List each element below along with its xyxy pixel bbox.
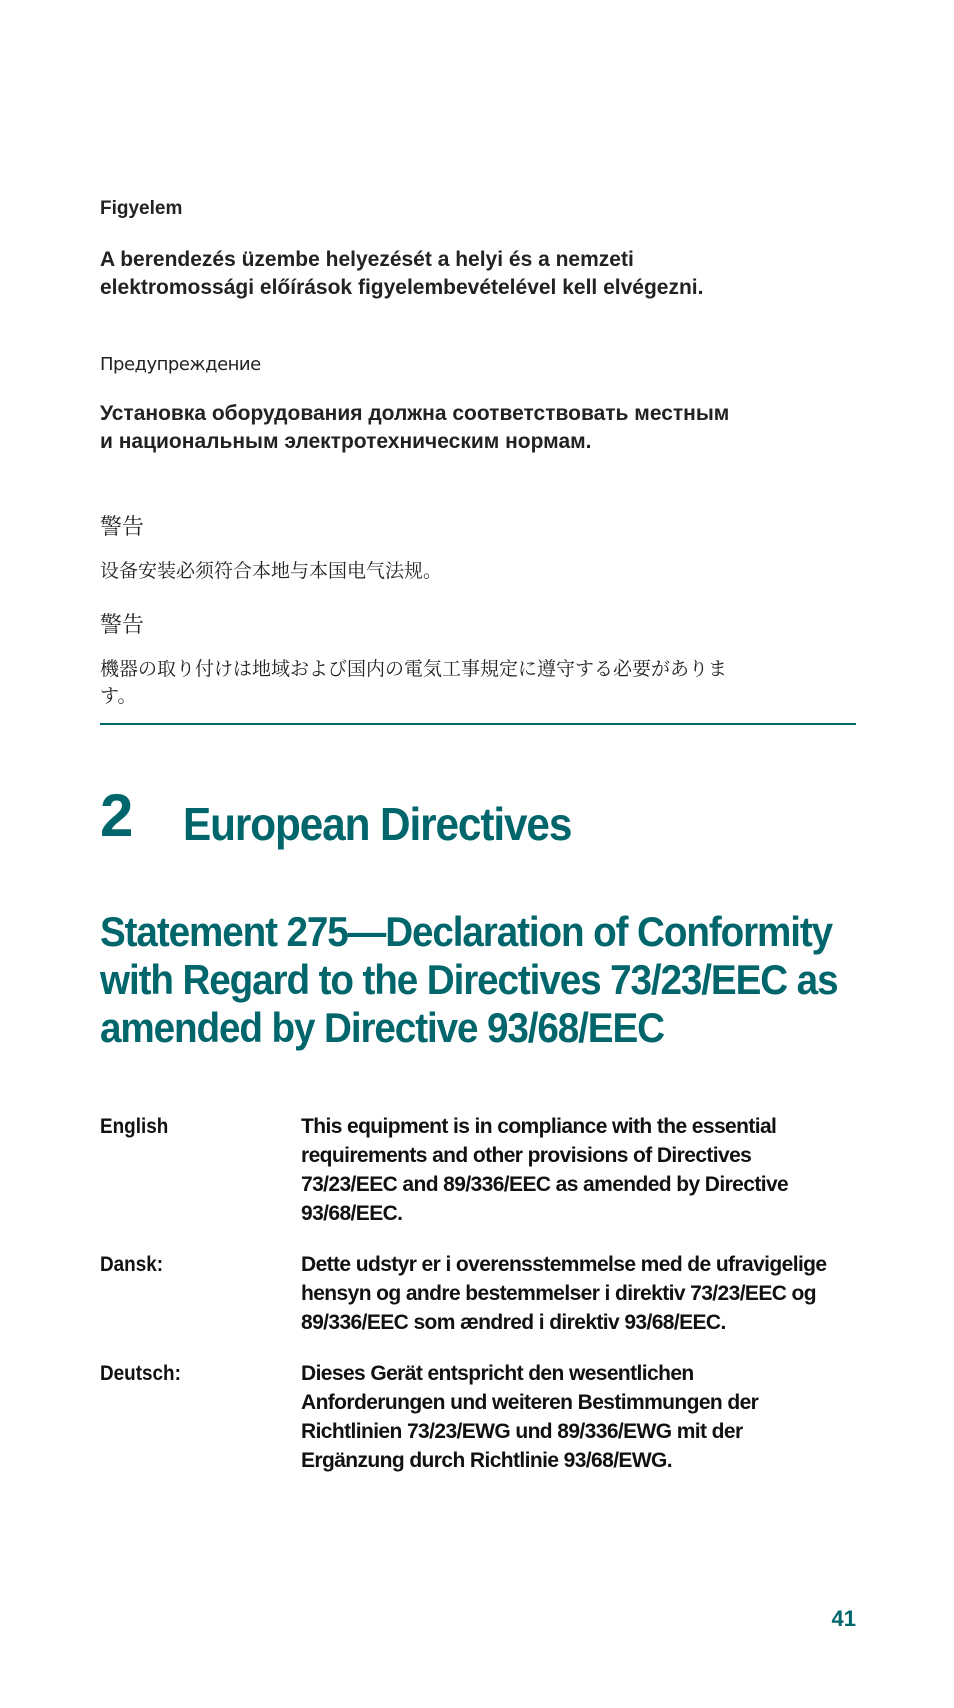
language-name: Deutsch: xyxy=(100,1362,181,1385)
declaration-row-deutsch xyxy=(100,1359,856,1475)
warning-text-japanese: 機器の取り付けは地域および国内の電気工事規定に遵守する必要があります。 xyxy=(100,658,728,707)
chapter-number: 2 xyxy=(100,782,134,849)
declaration-row-dansk xyxy=(100,1250,856,1337)
section-divider xyxy=(100,723,856,725)
declaration-table xyxy=(100,1112,856,1497)
document-page xyxy=(100,0,856,1708)
language-name: Dansk: xyxy=(100,1253,164,1276)
warning-label-chinese: 警告 xyxy=(100,515,145,540)
chapter-title: European Directives xyxy=(183,798,572,850)
declaration-text: Dieses Gerät entspricht den wesentlichen Anforderungen und weiteren Bestimmungen der Richtlinien 73/23/EWG und 89/336/EWG mit der Ergänzung durch Richtlinie 93/68/EWG. xyxy=(301,1362,759,1472)
page-number: 41 xyxy=(831,1606,856,1631)
declaration-row-english xyxy=(100,1112,856,1228)
statement-title: Statement 275—Declaration of Conformity with Regard to the Directives 73/23/EEC as amended by Directive 93/68/EEC xyxy=(100,908,838,1051)
warning-text-chinese: 设备安装必须符合本地与本国电气法规。 xyxy=(100,560,443,582)
warning-label-japanese: 警告 xyxy=(100,613,145,638)
warning-label-hungarian: Figyelem xyxy=(100,198,183,219)
declaration-text: This equipment is in compliance with the essential requirements and other provisions of Directives 73/23/EEC and 89/336/EEC as amended by Directive 93/68/EEC. xyxy=(301,1115,789,1225)
declaration-text: Dette udstyr er i overensstemmelse med de ufravigelige hensyn og andre bestemmelser i direktiv 73/23/EEC og 89/336/EEC som ændred i direktiv 93/68/EEC. xyxy=(301,1253,827,1334)
warning-label-russian: Предупреждение xyxy=(100,354,261,375)
warning-text-russian: Установка оборудования должна соответствовать местным и национальным электротехническим нормам. xyxy=(100,402,730,453)
language-name: English xyxy=(100,1115,169,1138)
warning-text-hungarian: A berendezés üzembe helyezését a helyi és a nemzeti elektromossági előírások figyelembevételével kell elvégezni. xyxy=(100,248,704,299)
